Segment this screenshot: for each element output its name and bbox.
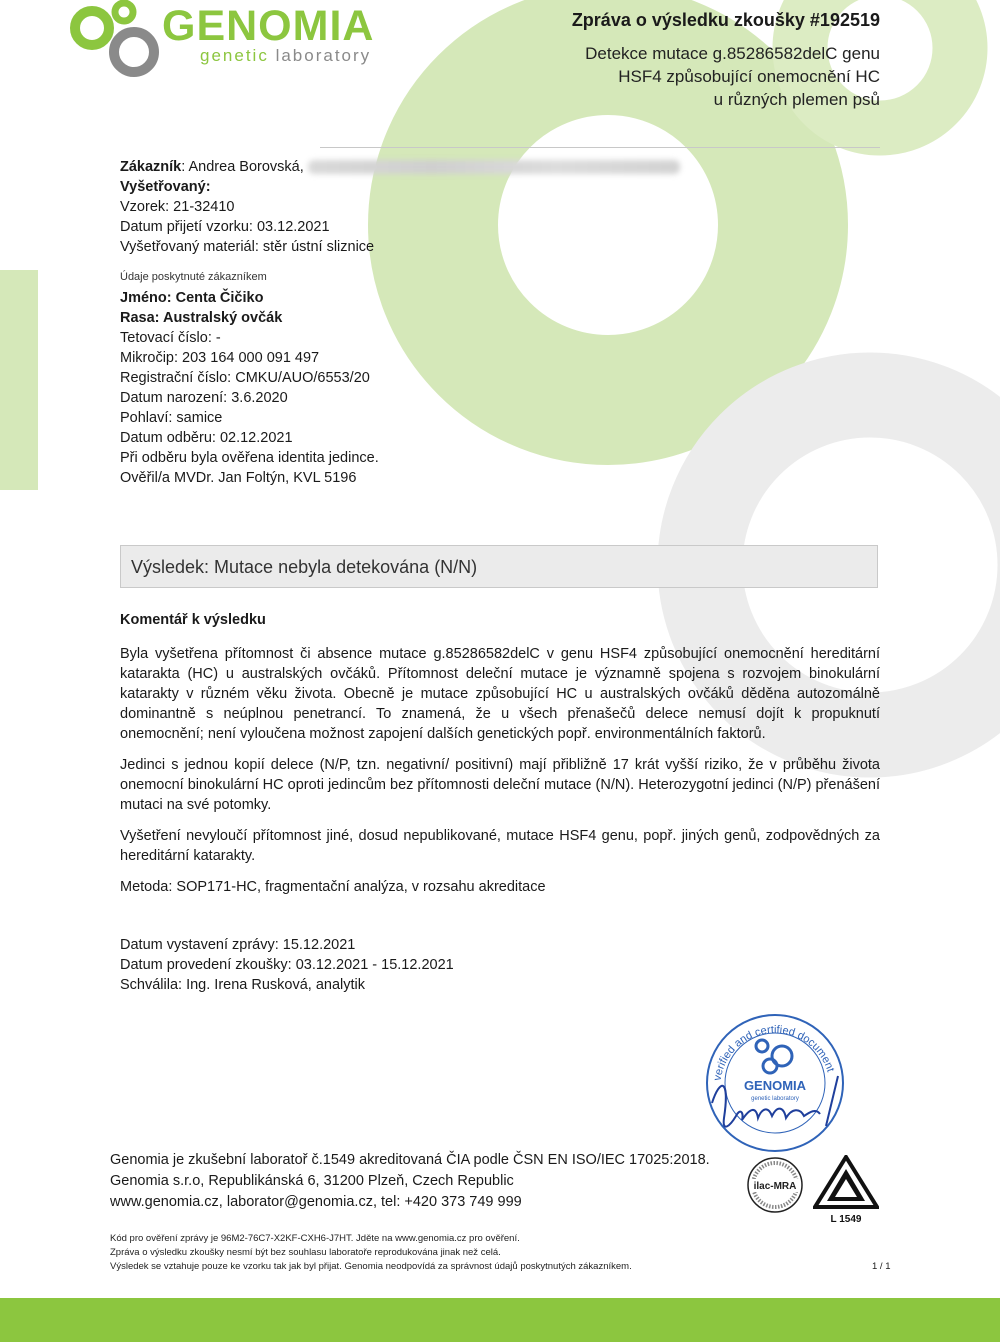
- animal-breed: Rasa: Australský ovčák: [120, 310, 283, 326]
- provided-data-label: Údaje poskytnuté zákazníkem: [120, 271, 267, 283]
- report-subtitle: [480, 42, 880, 111]
- animal-info: [120, 288, 379, 488]
- redacted-address: [308, 160, 680, 174]
- collection-date: Datum odběru: 02.12.2021: [120, 430, 293, 446]
- customer-info: [120, 157, 680, 257]
- reproduction-note: Zpráva o výsledku zkoušky nesmí být bez souhlasu laboratoře reprodukována jinak než celá.: [110, 1247, 501, 1258]
- logo-circle-green-left: [75, 11, 109, 45]
- left-green-band: [0, 270, 38, 490]
- subtitle-line: HSF4 způsobující onemocnění HC: [618, 67, 880, 86]
- examined-material: Vyšetřovaný materiál: stěr ústní sliznice: [120, 239, 375, 255]
- comment-paragraph: Byla vyšetřena přítomnost či absence mutace g.85286582delC v genu HSF4 způsobující onemocnění hereditární katarakta (HC) u australských ovčáků. Přítomnost deleční mutace je významně spojena s rozvojem binokulární katarakty v různém věku života. Obecně je mutace způsobující HC u australských ovčáků děděna autozomálně dominantně s neúplnou penetrancí. To znamená, že u všech přenašečů delece nemusí dojít k propuknutí onemocnění; není vyloučena možnost zapojení dalších genetických popř. environmentálních faktorů.: [120, 646, 880, 742]
- certification-stamp: [700, 1008, 850, 1158]
- method-line: Metoda: SOP171-HC, fragmentační analýza, v rozsahu akreditace: [120, 879, 546, 895]
- subtitle-line: u různých plemen psů: [713, 90, 880, 109]
- logo-subtitle-gray: laboratory: [275, 46, 372, 65]
- liability-note: Výsledek se vztahuje pouze ke vzorku tak jak byl přijat. Genomia neodpovídá za správnost údajů poskytnutých zákazníkem.: [110, 1261, 632, 1272]
- header-divider: [320, 147, 880, 148]
- verified-by: Ověřil/a MVDr. Jan Foltýn, KVL 5196: [120, 470, 357, 486]
- logo-wordmark: GENOMIA: [162, 2, 375, 50]
- issued-date: Datum vystavení zprávy: 15.12.2021: [120, 937, 356, 953]
- animal-registration: Registrační číslo: CMKU/AUO/6553/20: [120, 370, 370, 386]
- approved-by: Schválila: Ing. Irena Rusková, analytik: [120, 977, 366, 993]
- logo-subtitle-green: genetic: [200, 46, 269, 65]
- contact-line: www.genomia.cz, laborator@genomia.cz, tel: +420 373 749 999: [110, 1194, 522, 1210]
- address-line: Genomia s.r.o, Republikánská 6, 31200 Plzeň, Czech Republic: [110, 1173, 514, 1189]
- comment-paragraph: Jedinci s jednou kopií delece (N/P, tzn. negativní/ positivní) mají přibližně 17 krát vyšší riziko, že v průběhu života onemocní binokulární HC oproti jedincům bez přítomnosti deleční mutace (N/N). Heterozygotní jedinci (N/P) přenášení mutaci na své potomky.: [120, 757, 880, 813]
- stamp-ring-text: verified and certified document: [711, 1023, 837, 1082]
- animal-tattoo: Tetovací číslo: -: [120, 330, 221, 346]
- animal-birth-date: Datum narození: 3.6.2020: [120, 390, 288, 406]
- customer-value: : Andrea Borovská,: [181, 159, 304, 175]
- performed-date: Datum provedení zkoušky: 03.12.2021 - 15.12.2021: [120, 957, 454, 973]
- subtitle-line: Detekce mutace g.85286582delC genu: [585, 44, 880, 63]
- stamp-name: GENOMIA: [743, 1078, 807, 1093]
- report-dates: [120, 935, 454, 995]
- animal-name: Jméno: Centa Čičiko: [120, 290, 264, 306]
- logo-subtitle: [200, 46, 371, 66]
- logo-circle-green-top: [115, 3, 133, 21]
- page-number: 1 / 1: [872, 1261, 891, 1272]
- fine-print: [110, 1232, 632, 1274]
- stamp-sub: genetic laboratory: [751, 1096, 799, 1102]
- footer: [110, 1150, 710, 1213]
- comment-paragraph: Vyšetření nevyloučí přítomnost jiné, dosud nepublikované, mutace HSF4 genu, popř. jiných genů, zodpovědných za hereditární katarakty.: [120, 828, 880, 864]
- ilac-mra-badge: [745, 1155, 805, 1215]
- logo-circle-gray: [114, 32, 154, 72]
- identity-verified-note: Při odběru byla ověřena identita jedince.: [120, 450, 379, 466]
- customer-row: [120, 157, 680, 177]
- cia-number: L 1549: [830, 1214, 862, 1225]
- accreditation-line: Genomia je zkušební laboratoř č.1549 akreditovaná ČIA podle ČSN EN ISO/IEC 17025:2018.: [110, 1152, 710, 1168]
- ilac-label: ilac-MRA: [753, 1181, 797, 1192]
- verification-code-line: Kód pro ověření zprávy je 96M2-76C7-X2KF-CXH6-J7HT. Jděte na www.genomia.cz pro ověření.: [110, 1233, 520, 1244]
- cia-accreditation-badge: [813, 1155, 879, 1225]
- bottom-green-bar: [0, 1298, 1000, 1342]
- animal-sex: Pohlaví: samice: [120, 410, 223, 426]
- sample-id: Vzorek: 21-32410: [120, 199, 235, 215]
- comment-heading: Komentář k výsledku: [120, 612, 266, 628]
- comment-body: [120, 644, 880, 908]
- customer-label: Zákazník: [120, 159, 182, 175]
- animal-chip: Mikročip: 203 164 000 091 497: [120, 350, 320, 366]
- report-title: Zpráva o výsledku zkoušky #192519: [571, 10, 880, 30]
- examined-label: Vyšetřovaný:: [120, 179, 211, 195]
- result-box: Výsledek: Mutace nebyla detekována (N/N): [120, 545, 878, 588]
- received-date: Datum přijetí vzorku: 03.12.2021: [120, 219, 330, 235]
